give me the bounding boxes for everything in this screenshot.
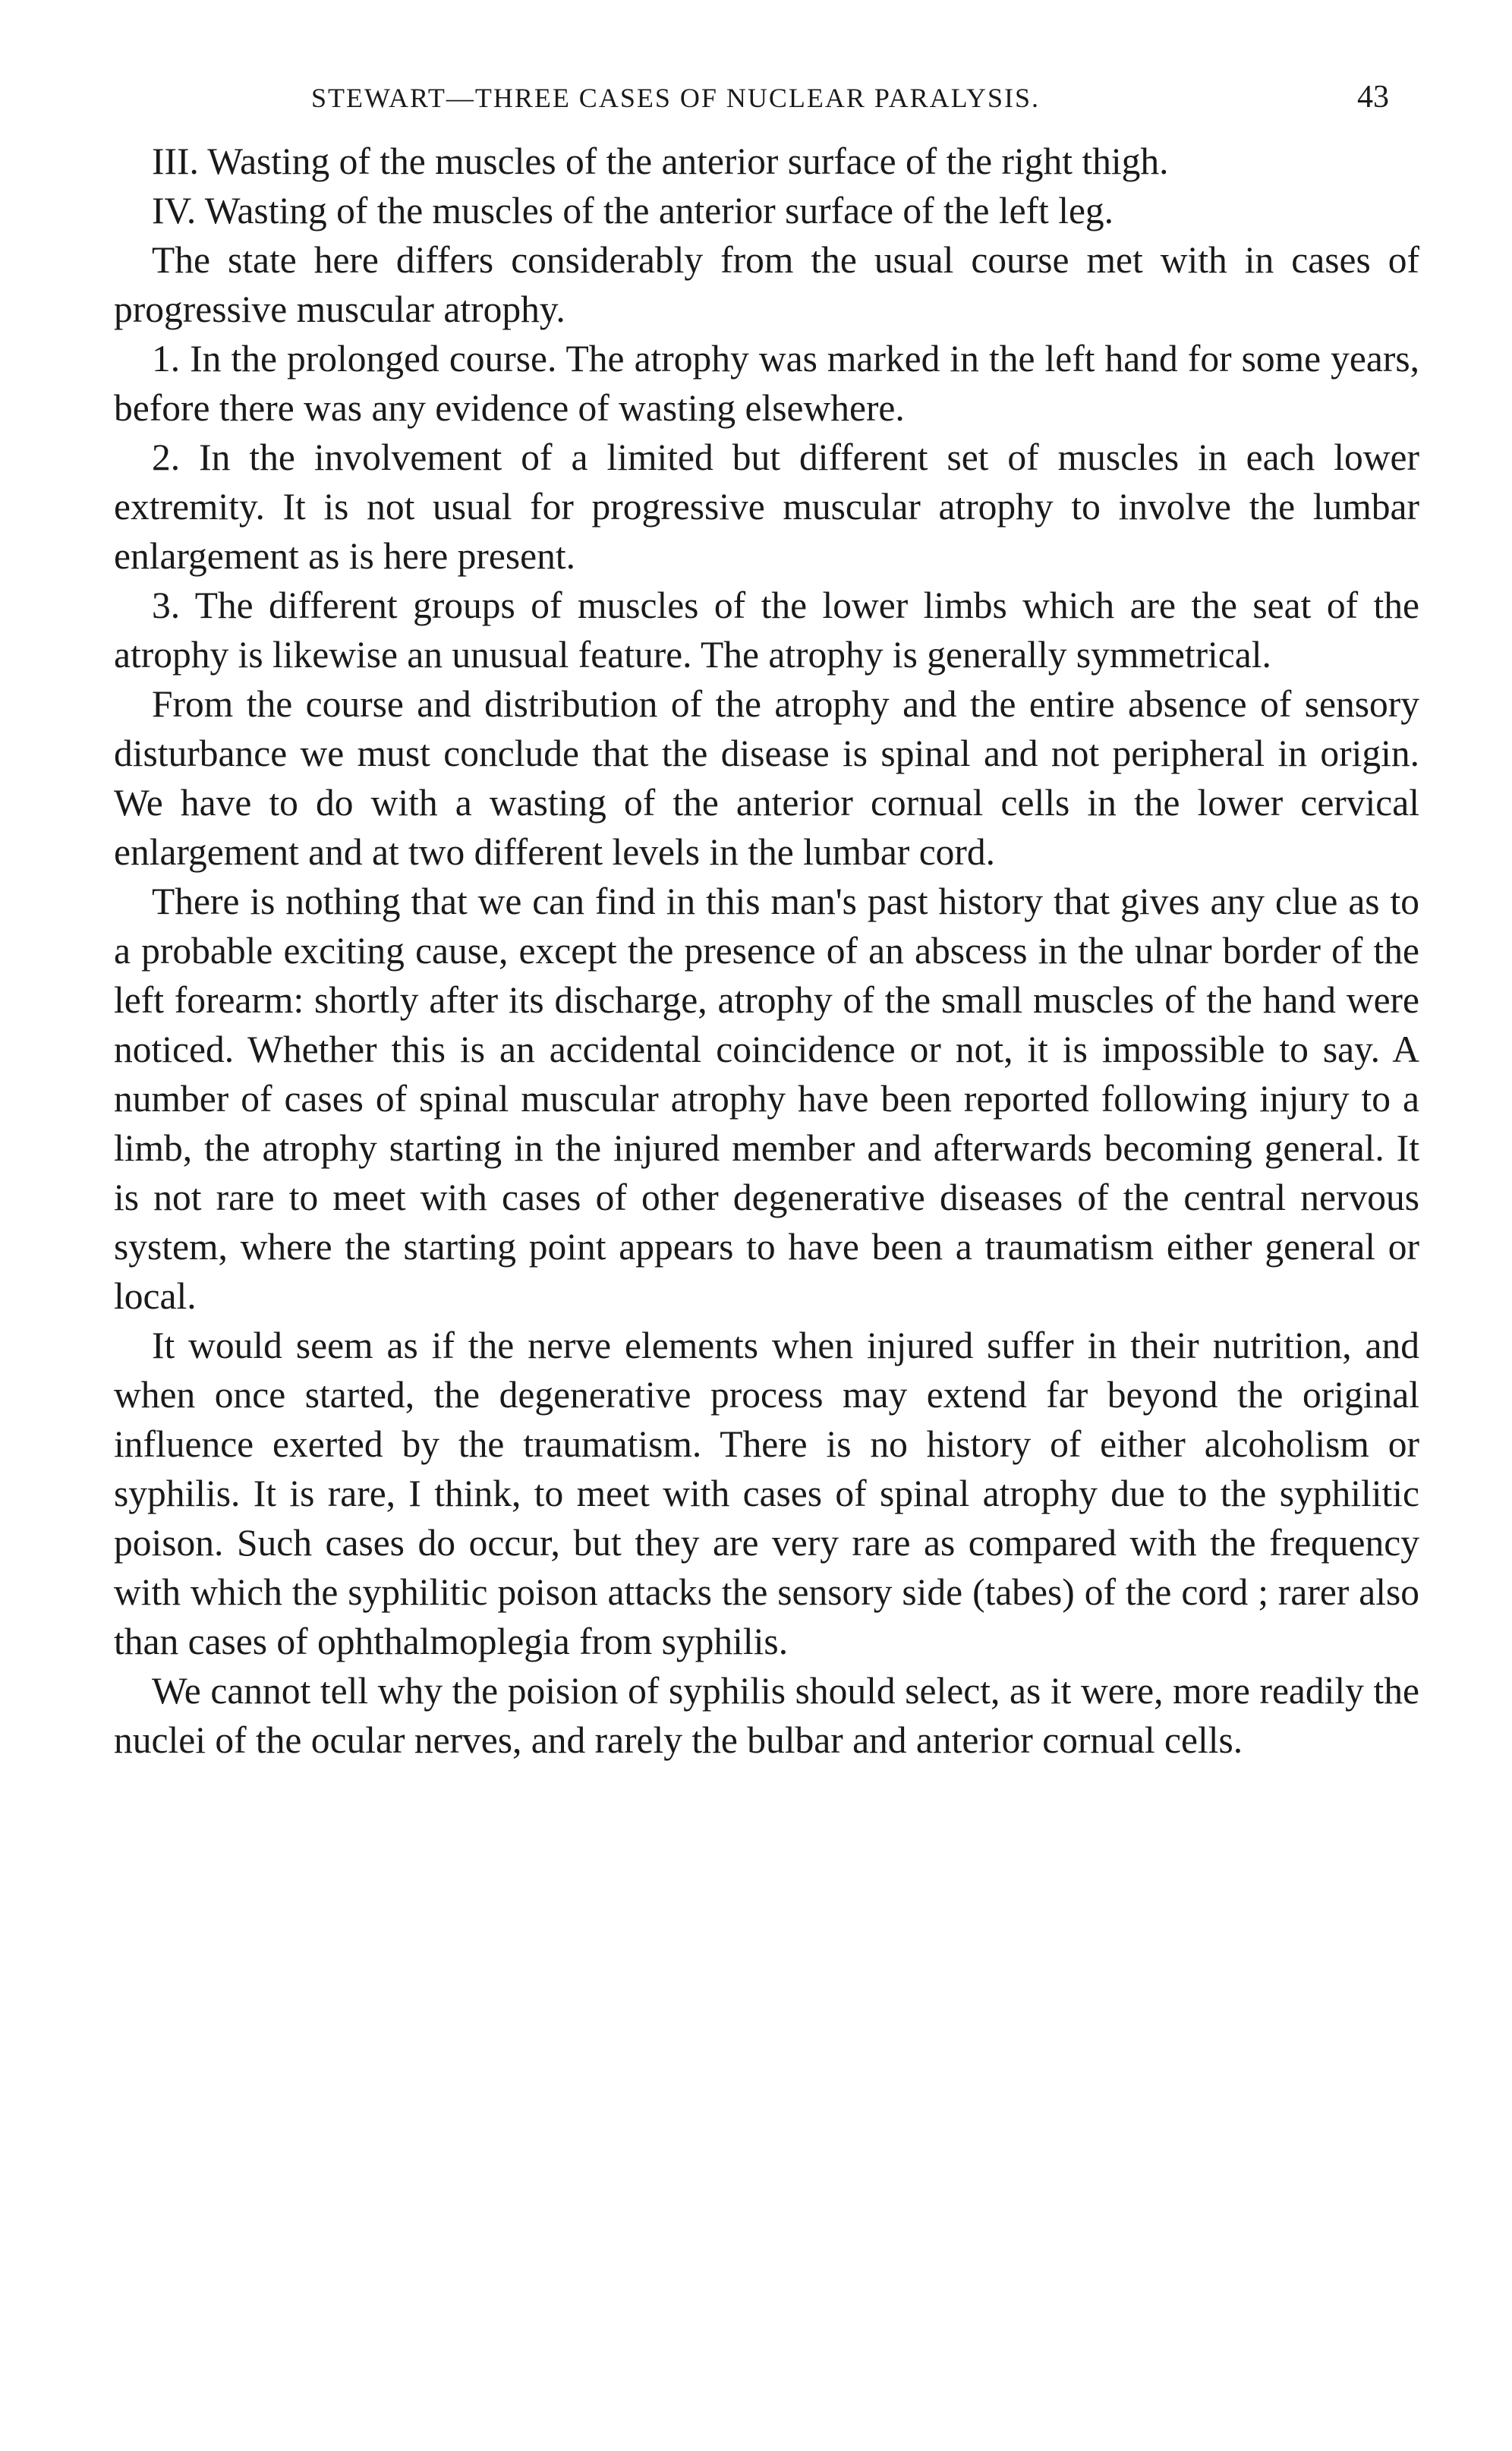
paragraph-item-iii: III. Wasting of the muscles of the anterior surface of the right thigh. [152,140,1169,182]
paragraph-point-1: 1. In the prolonged course. The atrophy was marked in the left hand for some years, before there was any evidence of wasting elsewhere. [114,338,1419,429]
paragraph-item-iv: IV. Wasting of the muscles of the anterior surface of the left leg. [152,190,1114,232]
running-title: STEWART—THREE CASES OF NUCLEAR PARALYSIS. [311,83,1041,113]
paragraph-nerve-elements: It would seem as if the nerve elements when injured suffer in their nutrition, and when once started, the degenerative process may extend far beyond the original influence exerted by the traumatism. There is no history of either alcoholism or syphilis. It is rare, I think, to meet with cases of spinal atrophy due to the syphilitic poison. Such cases do occur, but they are very rare as compared with the frequency with which the syphilitic poison attacks the sensory side (tabes) of the cord ; rarer also than cases of ophthalmoplegia from syphilis. [114,1325,1419,1662]
paragraph-state-differs: The state here differs considerably from the usual course met with in cases of progressive muscular atrophy. [114,239,1419,330]
body-text [114,137,1419,1765]
paragraph-point-3: 3. The different groups of muscles of the lower limbs which are the seat of the atrophy is likewise an unusual feature. The atrophy is generally symmetrical. [114,584,1419,676]
paragraph-past-history: There is nothing that we can find in this man's past history that gives any clue as to a probable exciting cause, except the presence of an abscess in the ulnar border of the left forearm: shortly after its discharge, atrophy of the small muscles of the hand were noticed. Whether this is an accidental coincidence or not, it is impossible to say. A number of cases of spinal muscular atrophy have been reported following injury to a limb, the atrophy starting in the injured member and afterwards becoming general. It is not rare to meet with cases of other degenerative diseases of the central nervous system, where the starting point appears to have been a traumatism either general or local. [114,881,1419,1317]
page-number: 43 [1357,80,1389,115]
paragraph-course-distribution: From the course and distribution of the atrophy and the entire absence of sensory disturbance we must conclude that the disease is spinal and not peripheral in origin. We have to do with a wasting of the anterior cornual cells in the lower cervical enlargement and at two different levels in the lumbar cord. [114,683,1419,873]
paragraph-point-2: 2. In the involvement of a limited but different set of muscles in each lower extremity. It is not usual for progressive muscular atrophy to involve the lumbar enlargement as is here present. [114,436,1419,577]
book-page [114,76,1419,1765]
running-head [114,76,1419,137]
paragraph-poison-syphilis: We cannot tell why the poision of syphilis should select, as it were, more readily the nuclei of the ocular nerves, and rarely the bulbar and anterior cornual cells. [114,1670,1419,1761]
